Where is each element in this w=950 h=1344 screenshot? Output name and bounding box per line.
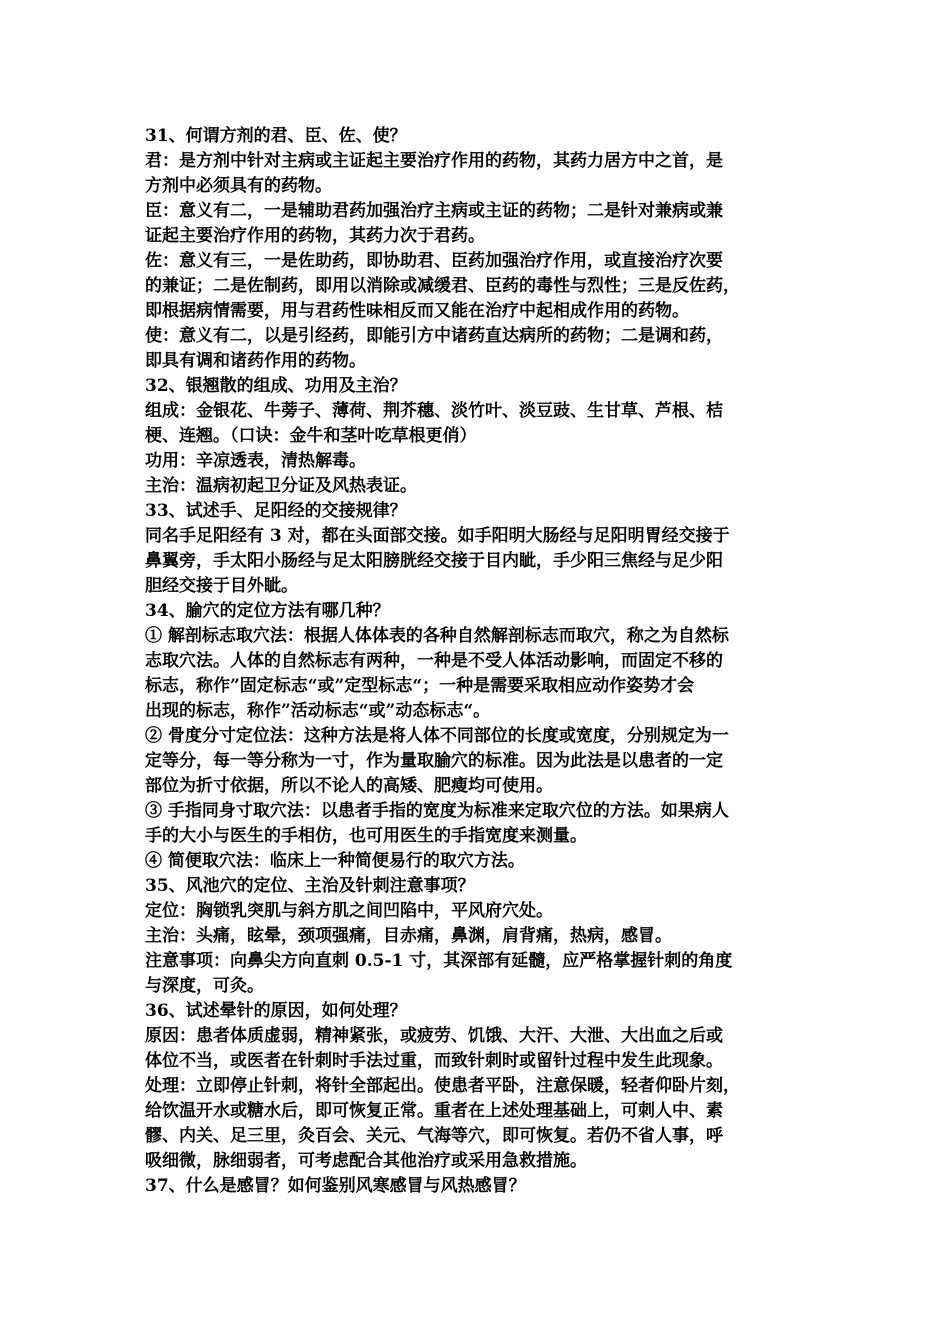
document-page <box>145 124 825 1199</box>
text-line: 定位：胸锁乳突肌与斜方肌之间凹陷中，平风府穴处。 <box>145 901 553 921</box>
text-line: 36、试述晕针的原因，如何处理？ <box>145 1001 407 1021</box>
text-line: 胆经交接于目外眦。 <box>145 576 298 596</box>
text-line: 部位为折寸依据，所以不论人的高矮、肥瘦均可使用。 <box>145 776 553 796</box>
text-line: 31、何谓方剂的君、臣、佐、使？ <box>145 126 407 146</box>
text-line: 即具有调和诸药作用的药物。 <box>145 351 366 371</box>
text-line: 处理：立即停止针刺，将针全部起出。使患者平卧，注意保暖，轻者仰卧片刻， <box>145 1076 740 1096</box>
text-line: 与深度，可灸。 <box>145 976 264 996</box>
text-line: 的兼证；二是佐制药，即用以消除或减缓君、臣药的毒性与烈性；三是反佐药， <box>145 276 740 296</box>
text-line: 标志，称作”固定标志“或”定型标志“；一种是需要采取相应动作姿势才会 <box>145 676 695 696</box>
text-line: 梗、连翘。（口诀：金牛和茎叶吃草根更俏） <box>145 426 477 446</box>
text-line: 手的大小与医生的手相仿，也可用医生的手指宽度来测量。 <box>145 826 587 846</box>
text-line: 注意事项：向鼻尖方向直刺 0.5-1 寸，其深部有延髓，应严格掌握针刺的角度 <box>145 951 733 971</box>
text-line: 同名手足阳经有 3 对，都在头面部交接。如手阳明大肠经与足阳明胃经交接于 <box>145 526 730 546</box>
text-line: 鼻翼旁，手太阳小肠经与足太阳膀胱经交接于目内眦，手少阳三焦经与足少阳 <box>145 551 723 571</box>
text-line: 37、什么是感冒？如何鉴别风寒感冒与风热感冒？ <box>145 1176 526 1196</box>
text-line: 方剂中必须具有的药物。 <box>145 176 332 196</box>
text-line: ④ 简便取穴法：临床上一种简便易行的取穴方法。 <box>145 851 525 871</box>
text-line: 吸细微，脉细弱者，可考虑配合其他治疗或采用急救措施。 <box>145 1151 587 1171</box>
text-line: 给饮温开水或糖水后，即可恢复正常。重者在上述处理基础上，可刺人中、素 <box>145 1101 723 1121</box>
text-line: 君：是方剂中针对主病或主证起主要治疗作用的药物，其药力居方中之首，是 <box>145 151 723 171</box>
text-line: ③ 手指同身寸取穴法：以患者手指的宽度为标准来定取穴位的方法。如果病人 <box>145 801 729 821</box>
text-line: 34、腧穴的定位方法有哪几种？ <box>145 601 390 621</box>
text-line: 32、银翘散的组成、功用及主治？ <box>145 376 407 396</box>
text-line: 原因：患者体质虚弱，精神紧张，或疲劳、饥饿、大汗、大泄、大出血之后或 <box>145 1026 723 1046</box>
text-line: 即根据病情需要，用与君药性味相反而又能在治疗中起相成作用的药物。 <box>145 301 689 321</box>
text-line: 体位不当，或医者在针刺时手法过重，而致针刺时或留针过程中发生此现象。 <box>145 1051 723 1071</box>
text-line: 35、风池穴的定位、主治及针刺注意事项？ <box>145 876 475 896</box>
text-line: 定等分，每一等分称为一寸，作为量取腧穴的标准。因为此法是以患者的一定 <box>145 751 723 771</box>
text-line: 佐：意义有三，一是佐助药，即协助君、臣药加强治疗作用，或直接治疗次要 <box>145 251 723 271</box>
text-line: 臣：意义有二，一是辅助君药加强治疗主病或主证的药物；二是针对兼病或兼 <box>145 201 723 221</box>
text-line: 主治：头痛，眩晕，颈项强痛，目赤痛，鼻渊，肩背痛，热病，感冒。 <box>145 926 672 946</box>
text-line: 使：意义有二，以是引经药，即能引方中诸药直达病所的药物；二是调和药， <box>145 326 723 346</box>
text-line: 志取穴法。人体的自然标志有两种，一种是不受人体活动影响，而固定不移的 <box>145 651 723 671</box>
text-line: ② 骨度分寸定位法：这种方法是将人体不同部位的长度或宽度，分别规定为一 <box>145 726 729 746</box>
text-line: 主治：温病初起卫分证及风热表证。 <box>145 476 417 496</box>
text-line: 髎、内关、足三里，灸百会、关元、气海等穴，即可恢复。若仍不省人事，呼 <box>145 1126 723 1146</box>
text-line: 证起主要治疗作用的药物，其药力次于君药。 <box>145 226 485 246</box>
text-line: 33、试述手、足阳经的交接规律？ <box>145 501 407 521</box>
text-line: 功用：辛凉透表，清热解毒。 <box>145 451 366 471</box>
text-line: 组成：金银花、牛蒡子、薄荷、荆芥穗、淡竹叶、淡豆豉、生甘草、芦根、桔 <box>145 401 723 421</box>
text-line: 出现的标志，称作”活动标志“或”动态标志“。 <box>145 701 491 721</box>
text-line: ① 解剖标志取穴法：根据人体体表的各种自然解剖标志而取穴，称之为自然标 <box>145 626 729 646</box>
